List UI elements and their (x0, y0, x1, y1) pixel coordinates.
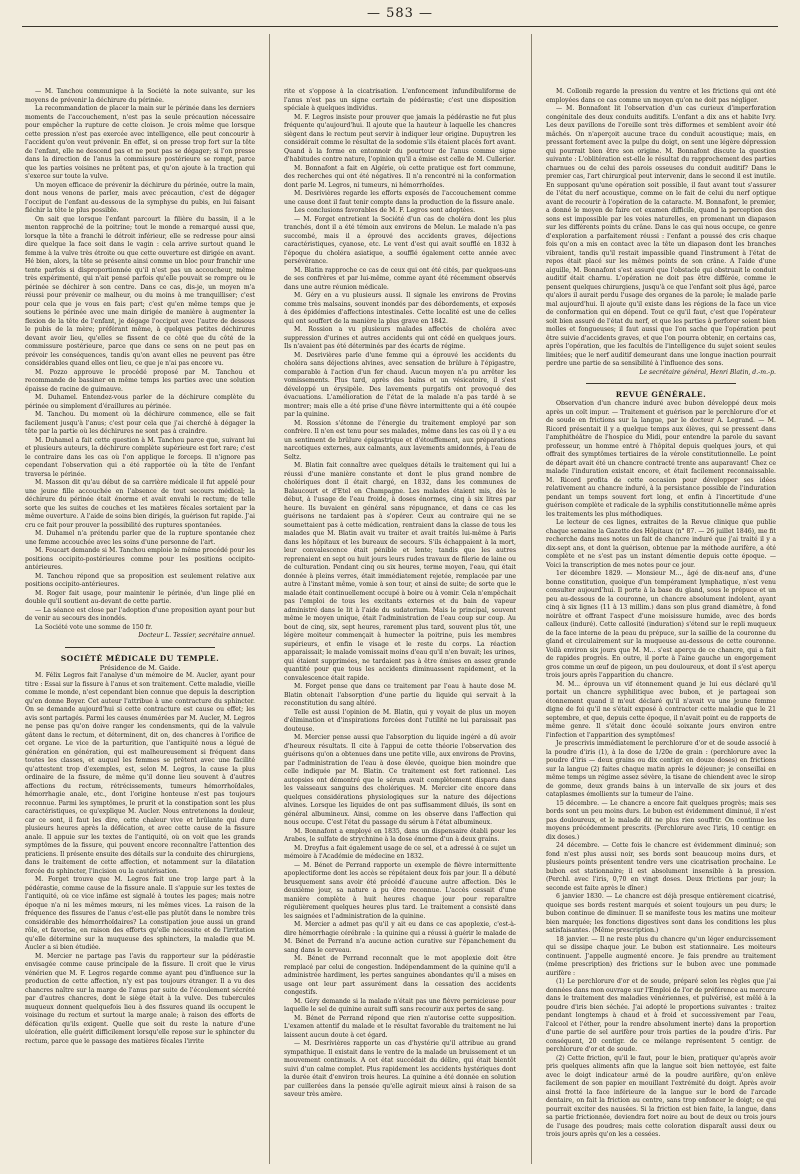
column-2 (284, 88, 516, 1163)
paragraph: Telle est aussi l'opinion de M. Blatin, qui y voyait de plus un moyen d'élimination et d'inspirations forcées dont l'utilité ne lui paraissait pas douteuse. (284, 708, 516, 733)
paragraph: M. Tanchou répond que sa proposition est seulement relative aux positions occipito-antérieures. (25, 572, 255, 588)
section-separator (586, 383, 736, 384)
section-subtitle: Présidence de M. Gaide. (99, 663, 181, 672)
paragraph: M. Blatin fait connaître avec quelques détails le traitement qui lui a réussi d'une manière constante et dont le plus grand nombre de cholériques dont il était chargé, en 1832, dans les communes de Balaucourt et d'Etel en Champagne. Les malades étaient mis, dès le début, à l'usage de l'eau froide, à doses énormes, cinq à six litres par heure. Ils buvaient en général sans répugnance, et dans ce cas les guérisons ne tardaient pas à s'opérer. Ceux au contraire qui ne se soumettaient pas à cette médication, rentraient dans la classe de tous les malades que M. Blatin avait vu traiter et avait traités lui-même à Paris dans les hôpitaux et les bureaux de secours. S'ils échappaient à la mort, leur convalescence était pénible et lente; tandis que les autres reprenaient en sept ou huit jours leurs rudes travaux de filerie de laine ou de culturation. Pendant cinq ou six heures, terme moyen, l'eau, qui était donnée à pleins verres, était immédiatement rejetée, remplacée par une autre à l'instant même, vomie à son tour, et ainsi de suite; de sorte que le malade était continuellement occupé à boire ou à vomir. Cela n'empêchait pas l'emploi de tous les excitants externes et du bain de vapeur administré dans le lit à l'aide du sudatorium. Mais le principal, souvent même le moyen unique, était l'administration de l'eau coup sur coup. Au bout de cinq, six, sept heures, rarement plus tard, souvent plus tôt, une légère moiteur commençait à humecter la poitrine, puis les membres supérieurs, et enfin le visage et le reste du corps. La réaction apparaissait; le malade vomissait moins d'eau qu'il n'en buvait; les urines, qui étaient supprimées, ne tardaient pas à être émises en assez grande quantité pour que tous les accidents diminuassent rapidement, et la convalescence était rapide. (284, 462, 516, 682)
paragraph: M. Bonnafont a employé en 1835, dans un dispensaire établi pour les Arabes, le sulfate de strychnine à la dose énorme d'un à deux grains. (284, 827, 516, 843)
paragraph: M. Bénet de Perrand reconnaît que le mot apoplexie doit être remplacé par celui de congestion. Indépendamment de la quinine qu'il a administrée hardiment, les pertes sanguines abondantes qu'il a mises en usage ont leur part assurément dans la cessation des accidents congestifs. (284, 955, 516, 996)
paragraph: La Société vote une somme de 150 fr. (35, 623, 153, 631)
paragraph: M. Desrivières regarde les efforts exposés de l'accouchement comme une cause dont il faut tenir compte dans la production de la fissure anale. (284, 190, 516, 206)
column-divider-left (269, 34, 270, 1164)
paragraph: — M. Desrivières rapporte un cas d'hystérie qu'il attribue au grand sympathique. Il existait dans le ventre de la malade un bruissement et un mouvement continuels. A cet état succédait du délire, qui était bientôt suivi d'un calme complet. Plus rapidement les accidents hystériques dont la durée était d'environ trois heures. La quinine a été donnée en solution par cuillerées dans la pensée qu'elle agirait mieux ainsi à raison de sa saveur très amère. (284, 1040, 516, 1098)
paragraph: M. Rossion a vu plusieurs malades affectés de choléra avec suppression d'urines et autres accidents qui ont cédé en quelques jours. Ils n'avaient pas été déterminés par des écarts de régime. (284, 326, 516, 350)
paragraph: M. Tanchou. Du moment où la déchirure commence, elle se fait facilement jusqu'à l'anus; c'est pour cela que j'ai cherché à dégager la tête par la partie où les déchirures ne sont pas à craindre. (25, 411, 255, 435)
signature: Docteur L. Tessier, secrétaire annuel. (138, 632, 255, 639)
paragraph: 18 janvier. — Il ne reste plus du chancre qu'un léger endurcissement qui se dissipe chaque jour. Le bubon est stationnaire. Les moiteurs continuent. J'appelle augmenté encore. Je fais prendre au traitement (même prescription) des frictions sur le bubon avec une pommade aurifère : (546, 935, 776, 977)
column-divider-right (531, 34, 532, 1164)
paragraph: — M. Bonnafont lit l'observation d'un cas curieux d'imperforation congénitale des deux conduits auditifs. L'enfant a dix ans et habite Ivry. Les deux pavillons de l'oreille sont très difformes et semblent avoir été mâchés. On n'aperçoit aucune trace du conduit acoustique; mais, en pressant fortement avec la pulpe du doigt, on sent une légère dépression qui pourrait bien être son origine. M. Bonnafont discute la question suivante : L'oblitération est-elle le résultat du rapprochement des parties charnues ou de celui des parois osseuses du conduit auditif? Dans le premier cas, l'art chirurgical peut intervenir, dans le second il est inutile. En supposant qu'une opération soit possible, il faut avant tout s'assurer de l'état du nerf acoustique, comme on le fait de celui du nerf optique avant de recourir à l'opération de la cataracte. M. Bonnafont, le premier, a donné le moyen de faire cet examen difficile, quand la perception des sons est impossible par les voies naturelles, en promenant un diapason sur les différents points du crâne. Dans le cas qui nous occupe, ce genre d'exploration a parfaitement réussi : l'enfant a poussé des cris chaque fois qu'on a mis en contact avec la tête un diapason dont les branches vibraient, tandis qu'il restait impassible quand l'instrument à l'état de repos était placé sur les mêmes points de son crâne. A l'aide d'une aiguille, M. Bonnafont s'est assuré que l'obstacle qui obstruait le conduit auditif était charnu. L'opération ne doit pas être différée, comme le pensent quelques chirurgiens, jusqu'à ce que l'enfant soit plus âgé, parce qu'alors il aurait perdu l'usage des organes de la parole; le malade parle mal aujourd'hui. Il ajoute qu'il existe dans les régions de la face un vice de conformation qui en dépend. Tout ce qu'il faut, c'est que l'opérateur soit bien assuré de l'état du nerf, et que les parties à perforer soient bien molles et fongueuses; il faut aussi que l'on sache que l'opération peut être suivie d'accidents graves, et que l'on pourra obtenir, en certains cas, après l'opération, que les facultés de l'intelligence du sujet soient seules limitées; que le nerf auditif demeurant dans une longue inaction pourrait perdre une partie de sa sensibilité à l'influence des sons. (546, 105, 776, 367)
signature: Le secrétaire général, Henri Blatin, d.-m.-p. (639, 368, 776, 376)
paragraph: M. Mercier a admet pas qu'il y ait eu dans ce cas apoplexie, c'est-à-dire hémorrhagie cérébrale : la quinine qui a réussi à guérir le malade de M. Bénet de Perrand n'a aucune action curative sur l'épanchement du sang dans le cerveau. (284, 921, 516, 954)
paragraph: 1er décembre 1829. — Monsieur M..., âgé de dix-neuf ans, d'une bonne constitution, quoique d'un tempérament lymphatique, n'est venu consulter aujourd'hui. Il porte à la base du gland, sous le prépuce et un peu au-dessous de la couronne, un chancre absolument indolent, ayant cinq à six lignes (11 à 13 millim.) dans son plus grand diamètre, à fond noirâtre et offrant l'aspect d'une moisissure humide, avec des bords calleux (induré). Cette callosité (induration) s'étend sur le repli muqueux de la face interne de la peau du prépuce, sur la saillie de la couronne du gland et circulairement sur la muqueuse au-dessous de cette couronne. Voilà environ six jours que M. M... s'est aperçu de ce chancre, qui a fait de rapides progrès. En outre, il porte à l'aine gauche un engorgement gros comme un œuf de pigeon, un peu douloureux, et dont il s'est aperçu trois jours après l'apparition du chancre. (546, 570, 776, 679)
paragraph: M. Forget trouve que M. Legros fait une trop large part à la pédérastie, comme cause de la fissure anale. Il s'appuie sur les textes de l'antiquité, où ce vice infâme est signalé à toutes les pages; mais notre époque n'a ni les mêmes mœurs, ni les mêmes vices. La raison de la fréquence des fissures de l'anus c'est-elle pas plutôt dans le nombre très considérable des hémorrhoïdaires? La constipation joue aussi un grand rôle, et favorise, en raison des efforts qu'elle nécessite et de l'irritation qu'elle détermine sur la muqueuse des sphincters, la maladie que M. Aucler a si bien étudiée. (25, 876, 255, 951)
section-separator (65, 647, 215, 648)
paragraph: M. F. Legros insiste pour prouver que jamais la pédérastie ne fut plus fréquente qu'aujourd'hui. Il ajoute que la hauteur à laquelle les chancres siègent dans le rectum peut servir à indiquer leur origine. Dupuytren les considérait comme le résultat de la sodomie s'ils étaient placés fort avant. Quand à la forme en entonnoir du pourtour de l'anus comme signe d'habitudes contre nature, l'opinion qu'il a émise est celle de M. Cullerier. (284, 113, 516, 163)
paragraph: M. Pozzo approuve le procédé proposé par M. Tanchou et recommande de bassiner en même temps les parties avec une solution épaisse de racine de guimauve. (25, 368, 255, 393)
footnote: (1) Le perchlorure d'or et de soude, préparé selon les règles que j'ai données dans mon ouvrage sur l'Emploi de l'or de préférence au mercure dans le traitement des maladies vénériennes, et pulvérisé, est mêlé à la poudre d'iris bien séchée. J'ai adopté le proportions suivantes : traitez pendant longtemps à chaud et à froid et successivement par l'eau, l'alcool et l'éther, pour la rendre absolument inerte) dans la proportion d'une partie de sel aurifère pour trois parties de la poudre d'iris. Par conséquent, 20 centigr. de ce mélange représentent 5 centigr. de perchlorure d'or et de soude. (546, 978, 776, 1053)
paragraph: — La séance est close par l'adoption d'une proposition ayant pour but de venir au secours des inondés. (25, 606, 255, 622)
paragraph: 6 janvier 1830. — Le chancre est déjà presque entièrement cicatrisé, quoique ses bords restent marqués et soient toujours un peu durs; le bubon continue de diminuer. Il se manifeste tous les matins une moiteur bien marquée; les fonctions digestives sont dans les conditions les plus satisfaisantes. (Même prescription.) (546, 893, 776, 934)
paragraph: Observation d'un chancre induré avec bubon développé deux mois après un coït impur. — Traitement et guérison par le perchlorure d'or et de soude en frictions sur la langue, par le docteur A. Legrand. — M. Ricord présentait il y a quelque temps aux élèves, qui se pressent dans l'amphithéâtre de l'hospice du Midi, pour entendre la parole du savant professeur, un homme entré à l'hôpital depuis quelques jours, et qui offrait des symptômes tertiaires de la vérole constitutionnelle. Le point de départ avait été un chancre contracté trente ans auparavant! Chez ce malade l'induration existait encore, et était facilement reconnaissable. M. Ricord profita de cette occasion pour développer ses idées relativement au chancre induré, à la persistance possible de l'induration pendant un temps souvent fort long, et enfin à l'incertitude d'une guérison complète et radicale de la syphilis constitutionnelle même après les traitements les plus méthodiques. (546, 400, 776, 518)
header-rule (22, 26, 778, 27)
page-number: — 583 — (366, 6, 434, 21)
paragraph: 24 décembre. — Cette fois le chancre est évidemment diminué; son fond n'est plus aussi noir, ses bords sont beaucoup moins durs, et plusieurs points présentent tendre vers une cicatrisation prochaine. Le bubon est stationnaire; il est absolument insensible à la pression. (Perchl. avec l'iris, 0,70 en vingt doses. Deux frictions par jour; la seconde est faite après le dîner.) (546, 842, 776, 892)
paragraph: M. Mercier ne partage pas l'avis du rapporteur sur la pédérastie envisagée comme cause principale de la fissure. Il croit que le virus vénérien que M. F. Legros regarde comme ayant peu d'influence sur la production de cette affection, n'y est pas toujours étranger. Il a vu des chancres naître sur la marge de l'anus par suite de l'écoulement sécrété par d'autres chancres, dont le siège était à la vulve. Des tubercules muqueux donnent quelquefois lieu à des fissures quand ils occupent le voisinage du rectum et surtout la marge anale; à raison des efforts de défécation qu'ils exigent. Quelle que soit du reste la nature d'une ulcération, elle guérit difficilement lorsqu'elle repose sur le sphincter du rectum, parce que le passage des matières fécales l'irrite (25, 952, 255, 1045)
paragraph: M. Géry en a vu plusieurs aussi. Il signale les environs de Provins comme très malsains, souvent inondés par des débordements, et exposés à des épidémies d'affections intestinales. Cette localité est une de celles qui ont souffert de la manière la plus grave en 1842. (284, 292, 516, 325)
page-header (0, 0, 800, 34)
paragraph: rite et s'oppose à la cicatrisation. L'enfoncement infundibuliforme de l'anus n'est pas un signe certain de pédérastie; c'est une disposition spéciale à quelques individus. (284, 88, 516, 112)
column-3 (546, 88, 776, 1163)
footnote: (2) Cette friction, qu'il le faut, pour le bien, pratiquer qu'après avoir pris quelques aliments afin que la langue soit bien nettoyée, est faite avec le doigt indicateur armé de la poudre aurifère, qu'on enlève facilement de son papier en mouillant l'extrémité du doigt. Après avoir ainsi frotté la face inférieure de la langue sur le bord de l'arcade dentaire, on fait la friction au centre, sans trop enfoncer le doigt; ce qui pourrait exciter des nausées. Si la friction est bien faite, la langue, dans sa partie frictionnée, deviendra fort noire au bout de deux ou trois jours de l'usage des poudres; mais cette coloration disparaît aussi deux ou trois jours après qu'on les a cessées. (546, 1054, 776, 1138)
paragraph: M. Blatin rapproche ce cas de ceux qui ont été cités, par quelques-uns de ses confrères et par lui-même, comme ayant été récemment observés dans une autre réunion médicale. (284, 266, 516, 291)
paragraph: M. M... éprouva un vif étonnement quand je lui eus déclaré qu'il portait un chancre syphilitique avec bubon, et je partageai son étonnement quand il m'eut déclaré qu'il n'avait vu une jeune femme digne de foi qu'il ne s'était exposé à contracter cette maladie que le 21 septembre, et que, depuis cette époque, il n'avait point eu de rapports de même genre. Il s'était donc écoulé soixante jours environ entre l'infection et l'apparition des symptômes! (546, 680, 776, 739)
paragraph: M. Rossion s'étonne de l'énergie du traitement employé par son confrère. Il n'en est tenu pour ses malades, même dans les cas où il y a eu un sentiment de brûlure épigastrique et d'étouffement, aux préparations narcotiques externes, aux calmants, aux lavements amidonnés, à l'eau de Seltz. (284, 419, 516, 461)
paragraph: M. Géry demande si la malade n'était pas une fièvre pernicieuse pour laquelle le sel de quinine aurait suffi sans recourir aux pertes de sang. (284, 997, 516, 1013)
paragraph: Un moyen efficace de prévenir la déchirure du périnée, outre la main, dont nous venons de parler, mais avec précaution, c'est de dégager l'occiput de l'enfant au-dessous de la symphyse du pubis, en lui faisant fléchir la tête le plus possible. (25, 181, 255, 214)
paragraph: M. Masson dit qu'au début de sa carrière médicale il fut appelé pour une jeune fille accouchée en l'absence de tout secours médical; la déchirure du périnée était énorme et avait envahi le rectum; de telle sorte que les suites de couches et les matières fécales sortaient par la même ouverture. A l'aide de soins bien dirigés, la guérison fut rapide. J'ai cru ce fait pour prouver la possibilité des ruptures spontanées. (25, 479, 255, 529)
paragraph: — M. Bénet de Perrand rapporte un exemple de fièvre intermittente apoplectiforme dont les accès se répétaient deux fois par jour. Il a débuté brusquement sans avoir été précédé d'aucune autre affection. Dès le deuxième jour, sa nature a pu être reconnue. L'accès cessait d'une manière complète à huit heures chaque jour pour reparaître régulièrement quelques heures plus tard. Le traitement a consisté dans les saignées et l'administration de la quinine. (284, 861, 516, 920)
paragraph: M. Forget pense que dans ce traitement par l'eau à haute dose M. Blatin obtenait l'absorption d'une partie du liquide qui servait à la reconstitution du sang altéré. (284, 683, 516, 707)
paragraph: M. Bonnafont a fait en Algérie, où cette pratique est fort commune, des recherches qui ont été négatives. Il n'a rencontré ni la conformation dont parle M. Legros, ni tumeurs, ni hémorrhoïdes. (284, 164, 516, 189)
paragraph: — M. Tanchou communique à la Société la note suivante, sur les moyens de prévenir la déchirure du périnée. (25, 88, 255, 104)
paragraph: M. Dreyfus a fait également usage de ce sel, et a adressé à ce sujet un mémoire à l'Académie de médecine en 1832. (284, 844, 516, 860)
paragraph: M. Duhamel a fait cette question à M. Tanchou parce que, suivant lui et plusieurs auteurs, la déchirure complète supérieure est fort rare; c'est le contraire dans les cas où l'on applique le forceps. Il n'ignore pas cependant l'observation qui a été rapportée où la tête de l'enfant traversa le périnée. (25, 436, 255, 478)
column-1 (25, 88, 255, 1163)
paragraph: M. Bénet de Perrand répond que rien n'autorise cette supposition. L'examen attentif du malade et le résultat favorable du traitement ne lui laissent aucun doute à cet égard. (284, 1014, 516, 1039)
paragraph: M. Mercier pense aussi que l'absorption du liquide ingéré a dû avoir d'heureux résultats. Il cite à l'appui de cette théorie l'observation des guérisons qu'on a obtenues dans une petite ville, aux environs de Provins, par l'administration de l'eau à dose élevée, quoique bien moindre que celle indiquée par M. Blatin. Ce traitement est fort rationnel. Les autopsies ont démontré que le sérum avait complètement disparu dans les vaisseaux sanguins des cholériques. M. Mercier cite encore dans quelques considérations physiologiques sur la nature des déjections alvines. Lorsque les liquides de ont pas suffisamment dilués, ils sont en général albumineux. Ainsi, comme on les observe dans l'affection qui nous occupe. C'est l'état du passage du sérum à l'état albumineux. (284, 734, 516, 826)
paragraph: M. Collonib regarde la pression du ventre et les frictions qui ont été employées dans ce cas comme un moyen qu'on ne doit pas négliger. (546, 88, 776, 104)
paragraph: M. Félix Legros fait l'analyse d'un mémoire de M. Aucler, ayant pour titre : Essai sur la fissure à l'anus et son traitement. Cette maladie, vieille comme le monde, n'est cependant bien connue que depuis la description qu'en donne Boyer. Cet auteur l'attribue à une contracture du sphincter. On se demande aujourd'hui si cette contracture est cause ou effet; les avis sont partagés. Parmi les causes énumérées par M. Aucler, M. Legros ne pense pas qu'on doive ranger les condensments, qui de la valvule gâtent dans le rectum, et déterminent, dit on, des chancres à l'orifice de cet organe. Le vice de la parturition, que l'antiquité nous a légué de génération en génération, qui est malheureusement si fréquent dans toutes les classes, et auquel les femmes se prêtent avec une facilité qu'attestent trop d'exemples, est, selon M. Legros, la cause la plus ordinaire de la fissure, de même qu'il donne lieu souvent à d'autres affections du rectum, rétrécissements, tumeurs hémorrhoïdales, hémorrhagie anale, etc., dont l'origine honteuse n'est pas toujours reconnue. Parmi les symptômes, le prurit et la constipation sont les plus caractéristiques, ce qu'explique M. Aucler. Nous entretenons la douleur, car ce sont, il faut les dire, cette chaleur vive et brûlante qui dure plusieurs heures après la défécation, et avec cette cause de la fissure anale. Il appuie sur les textes de l'antiquité, où on voit que les grands symptômes de la fissure, qui pouvent encore reconnaître l'attention des praticiens. Il présente ensuite des détails sur la conduite des chirurgiens, dans le traitement de cette affection, et notamment sur la dilatation forcée du sphincter, l'incision ou la cautérisation. (25, 672, 255, 875)
paragraph: 15 décembre. — Le chancre a encore fait quelques progrès; mais ses bords sont un peu moins durs. Le bubon est évidemment diminué, il n'est pas douloureux, et le malade dit ne plus rien souffrir. On continue les moyens précédemment prescrits. (Perchlorure avec l'iris, 10 centigr. en dix doses.) (546, 799, 776, 841)
paragraph: M. Roger fait usage, pour maintenir le périnée, d'un linge plié en double qu'il soutient au-devant de cette partie. (25, 589, 255, 605)
section-title: REVUE GÉNÉRALE. (615, 390, 707, 399)
paragraph: M. Foucart demande si M. Tanchou emploie le même procédé pour les positions occipito-postérieures comme pour les positions occipito-antérieures. (25, 547, 255, 571)
section-title: SOCIÉTÉ MÉDICALE DU TEMPLE. (60, 653, 220, 663)
paragraph: M. Desrivières parle d'une femme qui a éprouvé les accidents du choléra sans déjections alvines, avec sensation de brûlure à l'épigastre, comparable à l'action d'un fer chaud. Aucun moyen n'a pu arrêter les vomissements. Plus tard, après des bains et un vésicatoire, il s'est développé un érysipèle. Des lavements purgatifs ont provoqué des évacuations. L'amélioration de l'état de la malade n'a pas tardé à se montrer; mais elle a été prise d'une fièvre intermittente qui a été coupée par la quinine. (284, 351, 516, 418)
paragraph: Les conclusions favorables de M. F. Legros sont adoptées. (294, 207, 476, 214)
paragraph: M. Duhamel. Entendez-vous parler de la déchirure complète du périnée ou simplement d'éraillures au périnée. (25, 394, 255, 410)
paragraph: La recommandation de placer la main sur le périnée dans les derniers moments de l'accouchement, n'est pas la seule précaution nécessaire pour empêcher la rupture de cette cloison. Je crois même que lorsque cette pression n'est pas exercée avec intelligence, elle peut concourir à l'accident qu'on veut prévenir. En effet, si on presse trop fort sur la tête de l'enfant, elle ne descend pas et ne peut pas se dégager; si l'on presse dans la direction de l'anus la commissure postérieure se rompt, parce que les parties voisines ne prêtent pas, et qu'on ajoute à la traction qui s'exerce sur toute la vulve. (25, 105, 255, 180)
paragraph: M. Duhamel n'a prétendu parler que de la rupture spontanée chez une femme accouchée avec les soins d'une personne de l'art. (25, 530, 255, 546)
paragraph: — M. Forget entretient la Société d'un cas de choléra dont les plus tranchés, dont il a été témoin aux environs de Melun. Le malade n'a pas succombé, mais il a éprouvé des accidents graves, déjections caractéristiques, cyanose, etc. Le vent d'est qui avait soufflé en 1832 à l'époque du choléra asiatique, a soufflé également cette année avec persévérance. (284, 215, 516, 265)
paragraph: On sait que lorsque l'enfant parcourt la filière du bassin, il a le menton rapproché de la poitrine; tout le monde a remarqué aussi que, lorsque la tête a franchi le détroit inférieur, elle se redresse pour ainsi dire quelque la face soit dans le vagin : cela arrive surtout quand le femme à la vulve très étroite ou que cette ouverture est dirigée en avant. Hé bien, alors, la tête se présente ainsi comme un bloc pour franchir une tente parfois si disproportionnée qu'il n'est pas un accoucheur, même très expérimenté, qui n'ait pensé parfois qu'elle pouvait se rompre ou le périnée se déchirer à son centre. Dans ce cas, dis-je, un moyen m'a réussi pour prévenir ce malheur, ou du moins à me tranquilliser; c'est pour cela que je vous en fais part; c'est qu'en même temps que je soutiens le périnée avec une main dirigée de manière à augmenter la flexion de la tête de l'enfant, je dégage l'occiput avec l'autre de dessous le pubis de la mère; préférant même, à quelques petites déchirures devant avoir lieu, qu'elles se fissent de ce côté que du côté de la commissure postérieure, parce que dans ce sens on ne peut pas en prévoir les conséquences, tandis qu'on avant elles ne peuvent pas être considérables quand elles ont lieu, ce que je n'ai pas encore vu. (25, 215, 255, 367)
paragraph: Je prescrivis immédiatement le perchlorure d'or et de soude associé à la poudre d'iris (1), à la dose de 1/20e de grain : (perchlorure avec la poudre d'iris — deux grains ou dix centigr. en douze doses) en frictions sur la langue (2) faites chaque matin après le déjeuner; je conseillai en même temps un régime assez sévère, la tisane de chiendent avec le sirop de gomme, deux grands bains à un intervalle de six jours et des cataplasmes émollients sur la tumeur de l'aine. (546, 740, 776, 798)
paragraph: Le lecteur de ces lignes, extraites de la Revue clinique que publie chaque semaine la Gazette des Hôpitaux (n° 87. — 26 juillet 1846), me fit recherche dans mes notes un fait de chancre induré que j'ai traité il y a dix-sept ans, et dont la guérison, obtenue par la méthode aurifère, a été complète et ne s'est pas un instant démentie depuis cette époque. — Voici la transcription de mes notes pour ce jour. (546, 519, 776, 569)
